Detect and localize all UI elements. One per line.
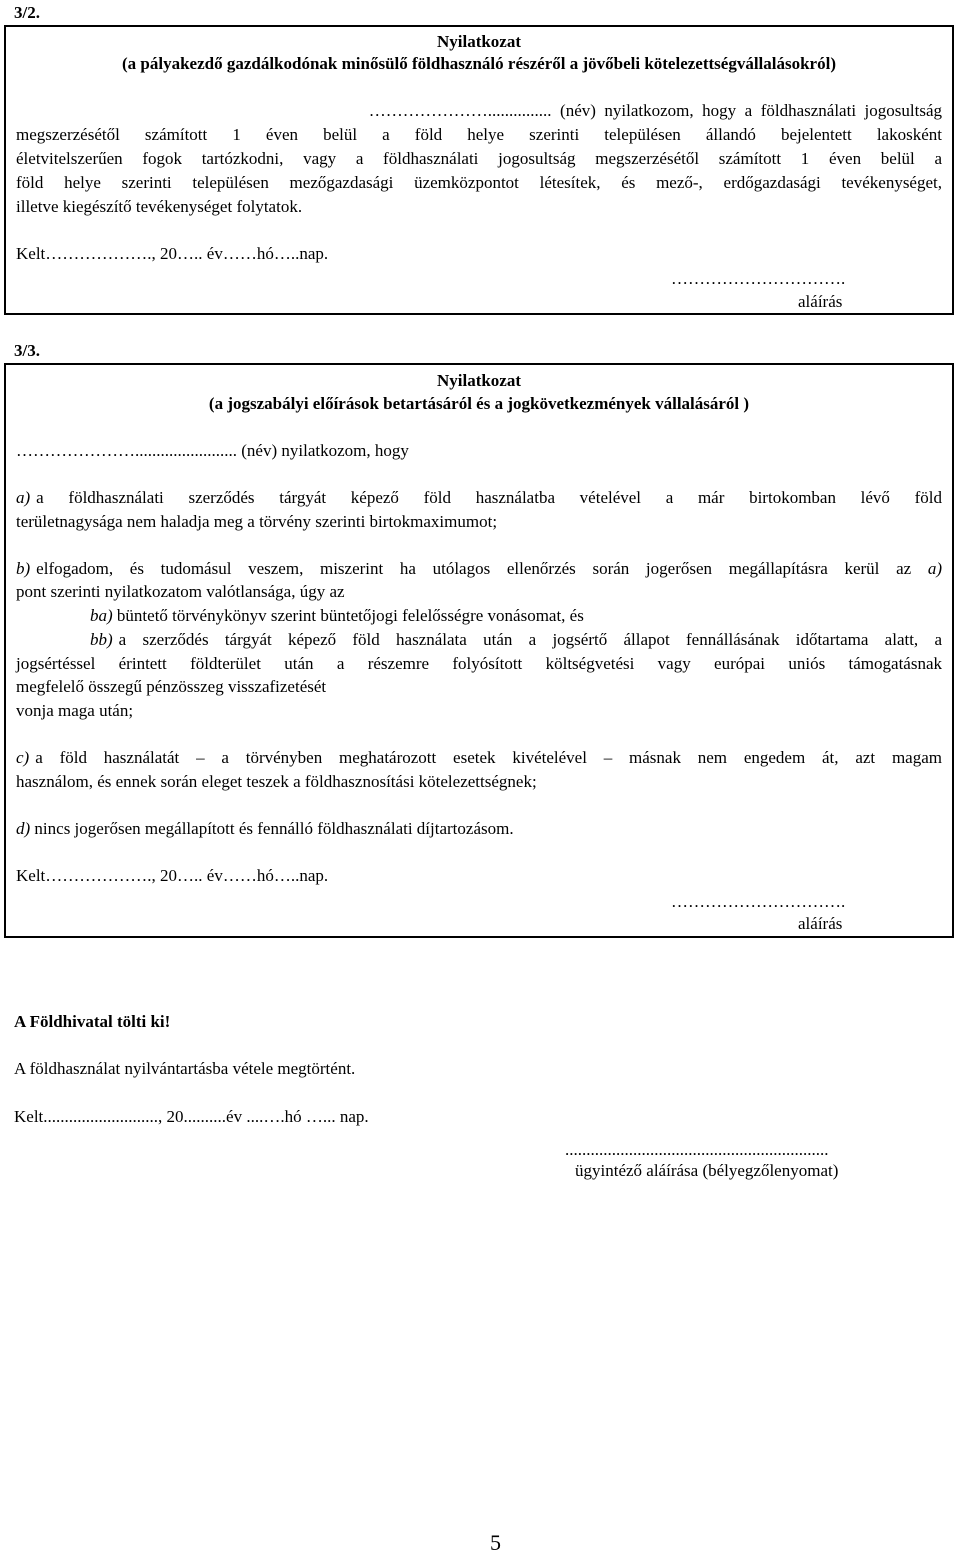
- item-c-line-1: [16, 747, 942, 769]
- item-c-marker: c): [16, 748, 30, 767]
- declaration-3-2-line-5: illetve kiegészítő tevékenységet folytatok.: [16, 197, 303, 216]
- item-a-line-1: [16, 487, 942, 509]
- declaration-3-2-date: Kelt………………., 20….. év……hó…..nap.: [16, 244, 329, 263]
- item-bb-line-4: vonja maga után;: [16, 701, 134, 720]
- item-a-line-2: területnagysága nem haladja meg a törvény szerinti birtokmaximumot;: [16, 512, 498, 531]
- office-signature-line: ..............................................................: [565, 1140, 829, 1159]
- item-b-line-2: pont szerinti nyilatkozatom valótlansága, úgy az: [16, 582, 345, 601]
- declaration-3-3-subtitle: (a jogszabályi előírások betartásáról és a jogkövetkezmények vállalásáról ): [208, 394, 750, 413]
- item-d: [16, 818, 514, 840]
- item-bb-line-1: [90, 629, 942, 651]
- item-bb-line-1-text: a szerződés tárgyát képező föld használata után a jogsértő állapot fennállásának időtartama alatt, a: [118, 630, 942, 649]
- section-3-3-label: 3/3.: [14, 341, 40, 360]
- declaration-3-3-intro: …………………........................ (név) nyilatkozom, hogy: [16, 441, 409, 460]
- section-3-2-label: 3/2.: [14, 3, 40, 22]
- declaration-3-2-box: [4, 25, 954, 315]
- item-d-text: nincs jogerősen megállapított és fennálló földhasználati díjtartozásom.: [30, 819, 514, 838]
- item-a-line-1-text: a földhasználati szerződés tárgyát képező föld használatba vételével a már birtokomban lévő föld: [36, 488, 942, 507]
- item-ba: [90, 605, 584, 627]
- office-date: Kelt..........................., 20..........év ....….hó …... nap.: [14, 1107, 369, 1126]
- item-b-marker: b): [16, 559, 31, 578]
- declaration-3-2-line-2: megszerzésétől számított 1 éven belül a föld helye szerinti településen állandó bejelentett lakosként: [16, 125, 942, 144]
- item-d-marker: d): [16, 819, 31, 838]
- declaration-3-3-date: Kelt………………., 20….. év……hó…..nap.: [16, 866, 329, 885]
- declaration-3-2-signature-line: ………………………….: [671, 269, 846, 288]
- item-ba-marker: ba): [90, 606, 113, 625]
- item-c-line-1-text: a föld használatát – a törvényben meghatározott esetek kivételével – másnak nem engedem át, azt magam: [35, 748, 942, 767]
- item-bb-marker: bb): [90, 630, 113, 649]
- office-section-heading: A Földhivatal tölti ki!: [14, 1012, 171, 1031]
- office-signature-label: ügyintéző aláírása (bélyegzőlenyomat): [575, 1161, 839, 1180]
- item-bb-line-3: megfelelő összegű pénzösszeg visszafizetését: [16, 677, 327, 696]
- declaration-3-3-signature-label: aláírás: [798, 914, 843, 933]
- declaration-3-3-title: Nyilatkozat: [436, 371, 522, 390]
- item-ba-text: büntető törvénykönyv szerint büntetőjogi felelősségre vonásomat, és: [112, 606, 584, 625]
- item-c-line-2: használom, és ennek során eleget teszek a földhasznosítási kötelezettségnek;: [16, 772, 537, 791]
- declaration-3-3-box: [4, 363, 954, 938]
- declaration-3-2-line-3: életvitelszerűen fogok tartózkodni, vagy a földhasználati jogosultság megszerzésétől számított 1 éven belül a: [16, 149, 942, 168]
- declaration-3-2-line-4: föld helye szerinti településen mezőgazdasági üzemközpontot létesítek, és mező-, erdőgazdasági tevékenységet,: [16, 173, 942, 192]
- item-b-line-1-text: elfogadom, és tudomásul veszem, miszerint ha utólagos ellenőrzés során jogerősen megállapításra kerül az: [36, 559, 928, 578]
- declaration-3-2-line-1: [16, 100, 942, 122]
- item-bb-line-2: jogsértéssel érintett földterület után a részemre folyósított költségvetési vagy európai uniós támogatásnak: [16, 654, 942, 673]
- declaration-3-3-signature-line: ………………………….: [671, 892, 846, 911]
- item-b-line-1: [16, 558, 942, 580]
- office-registration-statement: A földhasználat nyilvántartásba vétele megtörtént.: [14, 1059, 356, 1078]
- declaration-3-2-title: Nyilatkozat: [436, 32, 522, 51]
- declaration-3-2-line-1-text: …………………............... (név) nyilatkozom, hogy a földhasználati jogosultság: [368, 101, 942, 120]
- item-b-ref-a: a): [927, 559, 942, 578]
- page-number: 5: [490, 1530, 501, 1555]
- declaration-3-2-subtitle: (a pályakezdő gazdálkodónak minősülő földhasználó részéről a jövőbeli kötelezettségvállalásokról): [122, 54, 836, 73]
- declaration-3-2-signature-label: aláírás: [798, 292, 843, 311]
- item-a-marker: a): [16, 488, 31, 507]
